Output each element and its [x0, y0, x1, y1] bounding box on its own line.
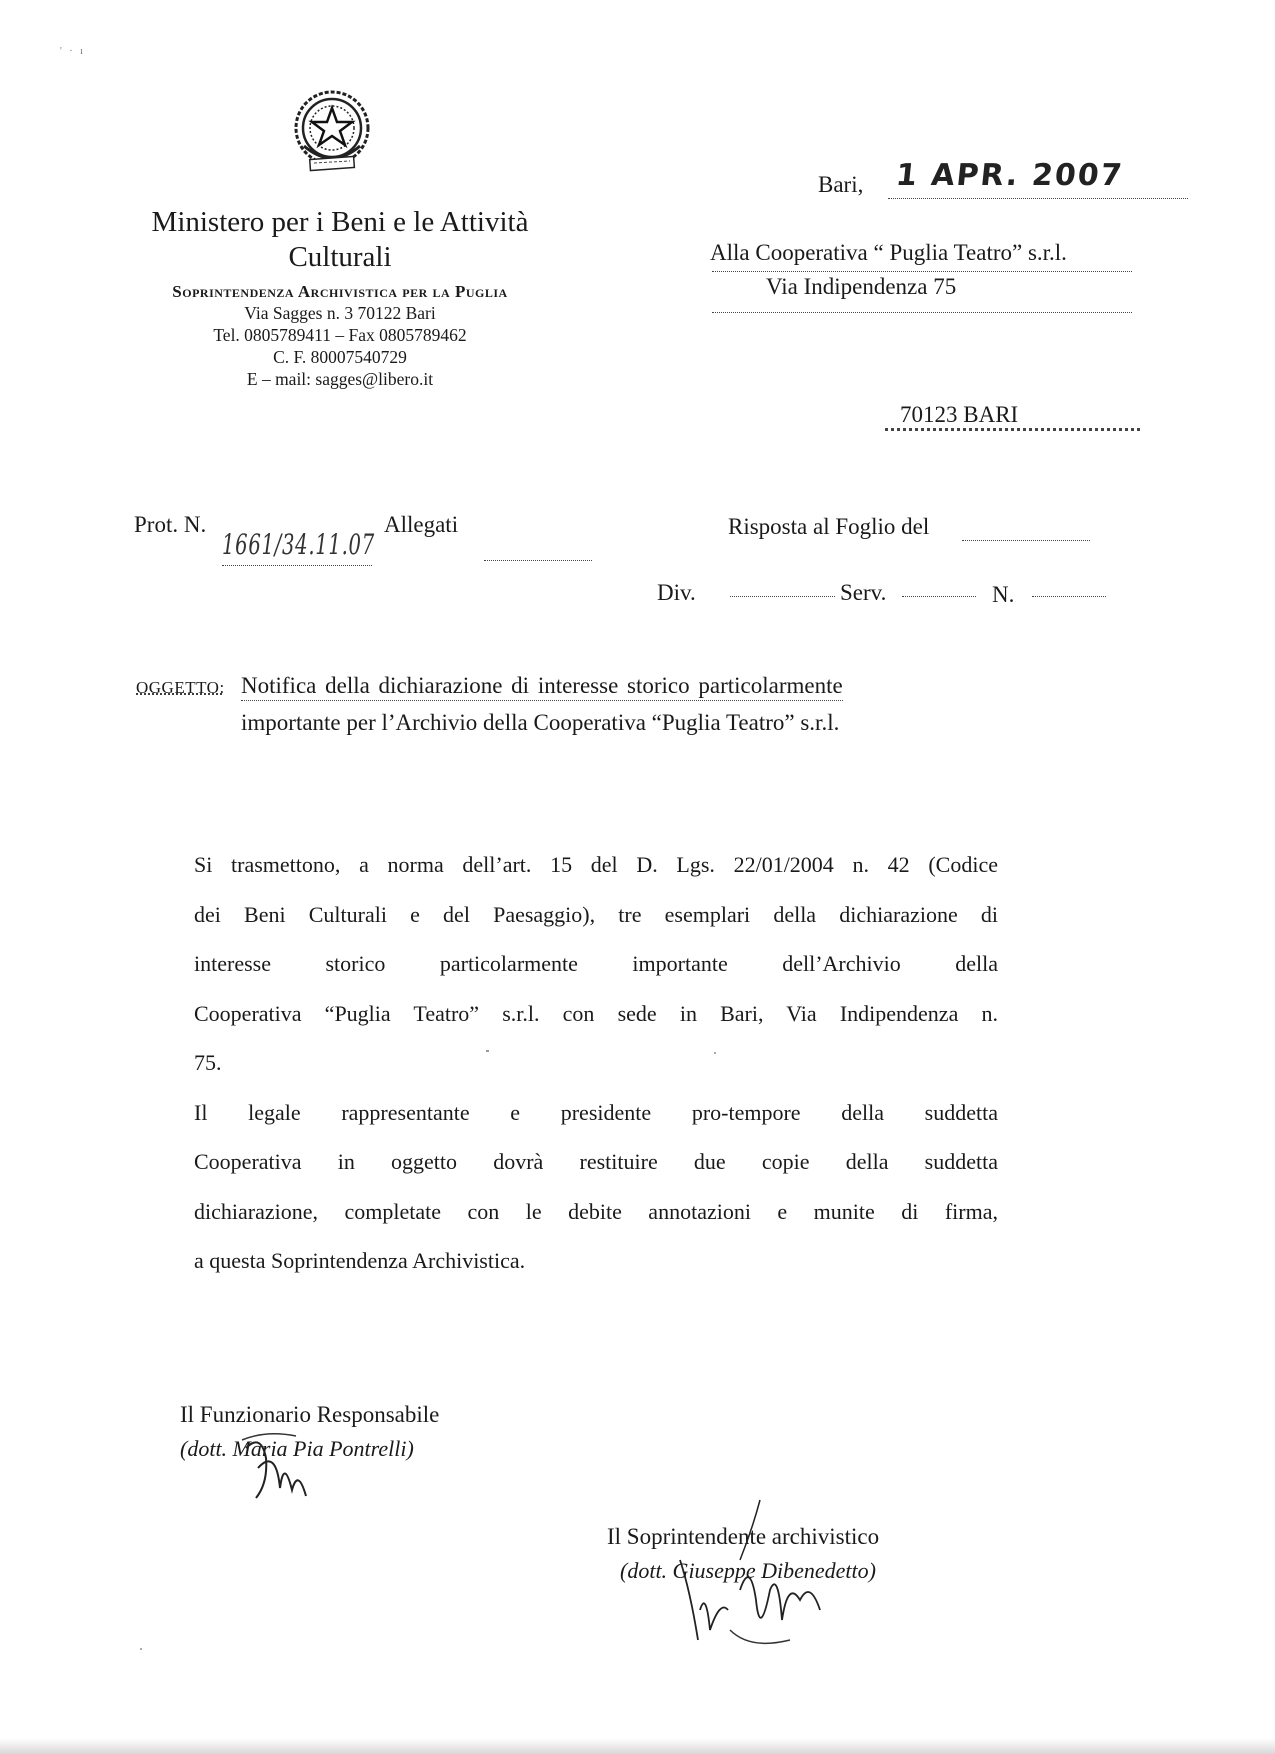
n-line [1032, 596, 1106, 597]
subject-line-2: importante per l’Archivio della Cooperativa “Puglia Teatro” s.r.l. [241, 710, 840, 735]
body-line: Cooperativa in oggetto dovrà restituire due copie della suddetta [194, 1149, 998, 1174]
scan-speck [486, 1050, 489, 1052]
body-line: interesse storico particolarmente importante dell’Archivio della [194, 951, 998, 976]
scan-marks: ' · ı [60, 46, 83, 57]
recipient-city: 70123 BARI [900, 402, 1019, 427]
recipient-street: Via Indipendenza 75 [766, 274, 957, 299]
body-line: dei Beni Culturali e del Paesaggio), tre esemplari della dichiarazione di [194, 901, 998, 927]
letterhead [100, 205, 580, 390]
ministry-name: Ministero per i Beni e le Attività Culturali [151, 206, 529, 273]
office-tax-code: C. F. 80007540729 [273, 347, 407, 367]
left-signatory-title: Il Funzionario Responsabile [180, 1402, 440, 1427]
letter-body [194, 840, 998, 1286]
right-signatory-name: (dott. Giuseppe Dibenedetto) [620, 1558, 876, 1583]
recipient-line-2 [712, 312, 1132, 313]
allegati-label: Allegati [384, 512, 459, 537]
date-line [888, 198, 1188, 199]
serv-line [902, 596, 976, 597]
right-handwritten-signature [660, 1490, 850, 1660]
scan-speck [714, 1052, 716, 1054]
office-email: E – mail: sagges@libero.it [246, 369, 434, 389]
recipient-name: Alla Cooperativa “ Puglia Teatro” s.r.l. [710, 240, 1067, 265]
office-address: Via Sagges n. 3 70122 Bari [244, 303, 436, 323]
div-label: Div. [657, 580, 696, 605]
republic-emblem-icon [290, 86, 374, 178]
left-signatory-name: (dott. Maria Pia Pontrelli) [180, 1436, 414, 1461]
page-bottom-edge [0, 1738, 1275, 1754]
date-stamp: 1 APR. 2007 [894, 158, 1126, 193]
risposta-label: Risposta al Foglio del [728, 514, 930, 539]
prot-number: 1661/34.11.07 [222, 528, 375, 561]
subject-line-1: Notifica della dichiarazione di interesse storico particolarmente [241, 673, 843, 701]
recipient-line-1 [712, 271, 1132, 272]
soprintendenza-name: Soprintendenza Archivistica per la Puglia [172, 282, 508, 301]
risposta-line [962, 540, 1090, 541]
body-line: 75. [194, 1050, 222, 1075]
place-label: Bari, [818, 172, 864, 197]
left-handwritten-signature [236, 1428, 326, 1508]
div-line [730, 596, 835, 597]
office-phone-fax: Tel. 0805789411 – Fax 0805789462 [213, 325, 467, 345]
body-line: Si trasmettono, a norma dell’art. 15 del D. Lgs. 22/01/2004 n. 42 (Codice [194, 852, 998, 877]
n-label: N. [992, 582, 1015, 607]
scan-speck [140, 1648, 142, 1650]
recipient-city-line [885, 428, 1140, 431]
serv-label: Serv. [840, 580, 887, 605]
body-line: dichiarazione, completate con le debite annotazioni e munite di firma, [194, 1198, 998, 1224]
allegati-line [484, 560, 592, 561]
prot-label: Prot. N. [134, 512, 207, 537]
right-signatory-title: Il Soprintendente archivistico [607, 1524, 880, 1549]
body-line: Il legale rappresentante e presidente pro-tempore della suddetta [194, 1099, 998, 1125]
subject-label: OGGETTO: [136, 678, 225, 697]
body-line: a questa Soprintendenza Archivistica. [194, 1248, 526, 1273]
body-line: Cooperativa “Puglia Teatro” s.r.l. con sede in Bari, Via Indipendenza n. [194, 1000, 998, 1026]
prot-line [222, 565, 372, 566]
